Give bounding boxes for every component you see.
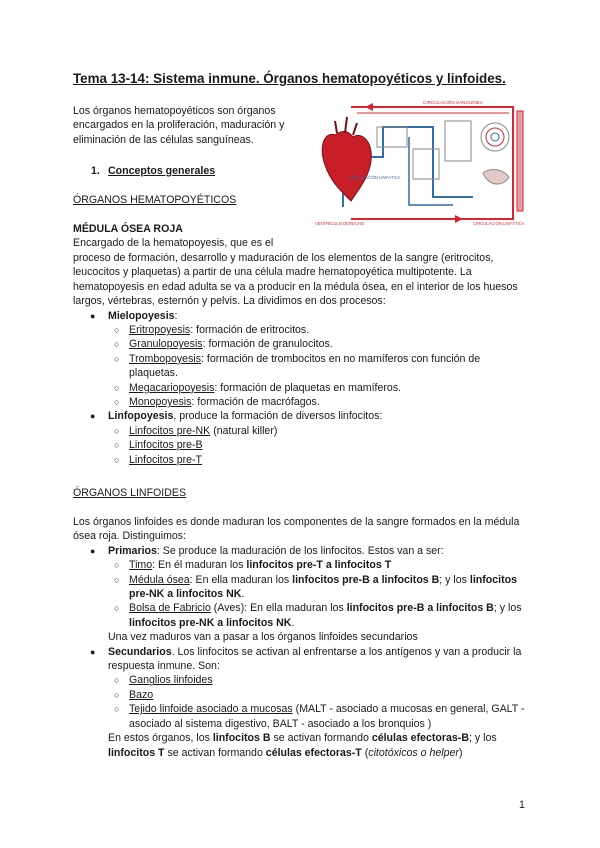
page-title: Tema 13-14: Sistema inmune. Órganos hematopoyéticos y linfoides. — [73, 71, 506, 86]
page-number: 1 — [519, 799, 525, 811]
hemato-heading: ÓRGANOS HEMATOPOYÉTICOS — [73, 194, 237, 206]
item-text: : En él maduran los — [152, 559, 247, 572]
closing-text: ( — [361, 746, 369, 759]
medula-content — [73, 251, 529, 467]
primarios-after: Una vez maduros van a pasar a los órganos linfoides secundarios — [108, 631, 418, 644]
item-term: Eritropoyesis — [129, 324, 191, 337]
linfoides-heading: ÓRGANOS LINFOIDES — [73, 487, 187, 499]
hollow-bullet-icon: ○ — [114, 440, 120, 451]
item-term: Linfocitos pre-NK — [129, 424, 211, 437]
hollow-bullet-icon: ○ — [114, 397, 120, 408]
item-term: Linfocitos pre-T — [129, 453, 203, 466]
medula-paragraph: proceso de formación, desarrollo y maduración de los elementos de la sangre (eritrocitos, leucocitos y plaquetas) a partir de una célula madre hematopoyética multipotente. La hematopoyesis en edad adulta se va a producir en la médula ósea, en el interior de los huesos largos, vértebras, esternón y pelvis. La dividimos en dos procesos: — [73, 252, 518, 308]
secundarios-desc: . Los linfocitos se activan al enfrentarse a los antígenos y van a producir la respuesta inmune. Son: — [108, 645, 522, 673]
hollow-bullet-icon: ○ — [114, 704, 120, 715]
hollow-bullet-icon: ○ — [114, 454, 120, 465]
item-bold: linfocitos pre-NK a linfocitos NK — [129, 616, 292, 629]
circulation-diagram-svg — [313, 97, 529, 229]
intro-paragraph: Los órganos hematopoyéticos son órganos encargados en la proliferación, maduración y eliminación de las células sanguíneas. — [73, 105, 285, 146]
item-text: (Aves): En ella maduran los — [210, 602, 347, 615]
item-term: Timo — [129, 559, 153, 572]
hollow-bullet-icon: ○ — [114, 339, 120, 350]
closing-text: ; y los — [468, 732, 497, 745]
mielo-item — [73, 309, 529, 323]
medula-heading: MÉDULA ÓSEA ROJA — [73, 223, 183, 235]
item-bold: linfocitos pre-B a linfocitos B — [346, 602, 494, 615]
hollow-bullet-icon: ○ — [114, 425, 120, 436]
item-text: : En ella maduran los — [189, 573, 293, 586]
hollow-bullet-icon: ○ — [114, 353, 120, 364]
list-item — [73, 573, 529, 602]
item-text: . — [291, 616, 295, 629]
hollow-bullet-icon: ○ — [114, 675, 120, 686]
list-item — [73, 438, 529, 452]
list-item — [73, 702, 529, 731]
item-term: Granulopoyesis — [129, 338, 203, 351]
diagram-label-bottom-right: CIRCULACIÓN LINFÁTICA — [473, 221, 525, 226]
item-term: Bolsa de Fabricio — [129, 602, 211, 615]
item-term: Médula ósea — [129, 573, 190, 586]
section-label: Conceptos generales — [108, 165, 216, 177]
secundarios-term: Secundarios — [108, 645, 172, 658]
section-number: 1. — [91, 165, 100, 177]
list-item — [73, 381, 529, 395]
list-item — [73, 352, 529, 381]
item-term: Tejido linfoide asociado a mucosas — [129, 703, 293, 716]
list-item — [73, 601, 529, 630]
closing-text: ) — [458, 746, 463, 759]
primarios-item — [73, 544, 529, 558]
primarios-term: Primarios — [108, 544, 157, 557]
item-bold: linfocitos pre-T a linfocitos T — [246, 559, 392, 572]
closing-bold: células efectoras-B — [371, 732, 469, 745]
hollow-bullet-icon: ○ — [114, 382, 120, 393]
list-item — [73, 337, 529, 351]
mielo-term: Mielopoyesis — [108, 309, 175, 322]
hollow-bullet-icon: ○ — [114, 689, 120, 700]
item-desc: : formación de granulocitos. — [202, 338, 333, 351]
linfo-item — [73, 409, 529, 423]
list-item — [73, 323, 529, 337]
item-term: Monopoyesis — [129, 396, 192, 409]
closing-bold: linfocitos B — [212, 732, 271, 745]
linfoides-content — [73, 515, 529, 760]
linfo-desc: , produce la formación de diversos linfocitos: — [173, 410, 383, 423]
section-heading — [91, 164, 215, 178]
item-desc: : formación de plaquetas en mamíferos. — [214, 381, 402, 394]
item-bold: linfocitos pre-NK a linfocitos NK — [129, 573, 518, 601]
secundarios-item — [73, 645, 529, 674]
item-desc: (MALT - asociado a mucosas en general, GALT - asociado al sistema digestivo, BALT - asociado a los bronquios ) — [129, 703, 525, 730]
list-item — [73, 453, 529, 467]
hollow-bullet-icon: ○ — [114, 603, 120, 614]
bullet-icon: ● — [90, 646, 96, 657]
closing-italic: citotóxicos o helper — [368, 746, 459, 759]
closing-bold: células efectoras-T — [265, 746, 362, 759]
list-item — [73, 673, 529, 687]
circulation-diagram — [313, 97, 529, 229]
diagram-label-bottom: VENTRÍCULO DERECHO — [315, 221, 365, 226]
bullet-icon: ● — [90, 545, 96, 556]
item-text: ; y los — [493, 602, 522, 615]
list-item — [73, 688, 529, 702]
closing-text: En estos órganos, los — [108, 732, 213, 745]
item-text: . — [241, 588, 245, 601]
linfoides-paragraph: Los órganos linfoides es donde maduran los componentes de la sangre formados en la médula ósea roja. Distinguimos: — [73, 516, 520, 543]
medula-line1: Encargado de la hematopoyesis, que es el — [73, 237, 274, 249]
closing-text: se activan formando — [270, 732, 372, 745]
item-term: Bazo — [129, 688, 154, 701]
item-term: Linfocitos pre-B — [129, 439, 203, 452]
mielo-colon: : — [174, 309, 178, 322]
item-term: Ganglios linfoides — [129, 674, 213, 687]
primarios-desc: : Se produce la maduración de los linfocitos. Estos van a ser: — [156, 544, 444, 557]
bullet-icon: ● — [90, 310, 96, 321]
diagram-label-left: CIRCULACIÓN LINFÁTICA — [349, 175, 401, 180]
item-desc: (natural killer) — [210, 424, 278, 437]
item-desc: : formación de macrófagos. — [191, 396, 320, 409]
item-desc: : formación de trombocitos en no mamíferos con función de plaquetas. — [129, 352, 481, 380]
bullet-icon: ● — [90, 411, 96, 422]
list-item — [73, 395, 529, 409]
item-term: Megacariopoyesis — [129, 381, 215, 394]
item-term: Trombopoyesis — [129, 352, 202, 365]
secundarios-closing — [73, 731, 529, 760]
closing-bold: linfocitos T — [108, 746, 165, 759]
item-desc: : formación de eritrocitos. — [190, 324, 310, 337]
hollow-bullet-icon: ○ — [114, 560, 120, 571]
linfo-term: Linfopoyesis — [108, 410, 174, 423]
list-item — [73, 424, 529, 438]
list-item — [73, 558, 529, 572]
item-bold: linfocitos pre-B a linfocitos B — [292, 573, 440, 586]
item-text: ; y los — [439, 573, 470, 586]
closing-text: se activan formando — [164, 746, 266, 759]
diagram-label-top: CIRCULACIÓN SANGUÍNEA — [423, 100, 483, 105]
hollow-bullet-icon: ○ — [114, 574, 120, 585]
hollow-bullet-icon: ○ — [114, 325, 120, 336]
